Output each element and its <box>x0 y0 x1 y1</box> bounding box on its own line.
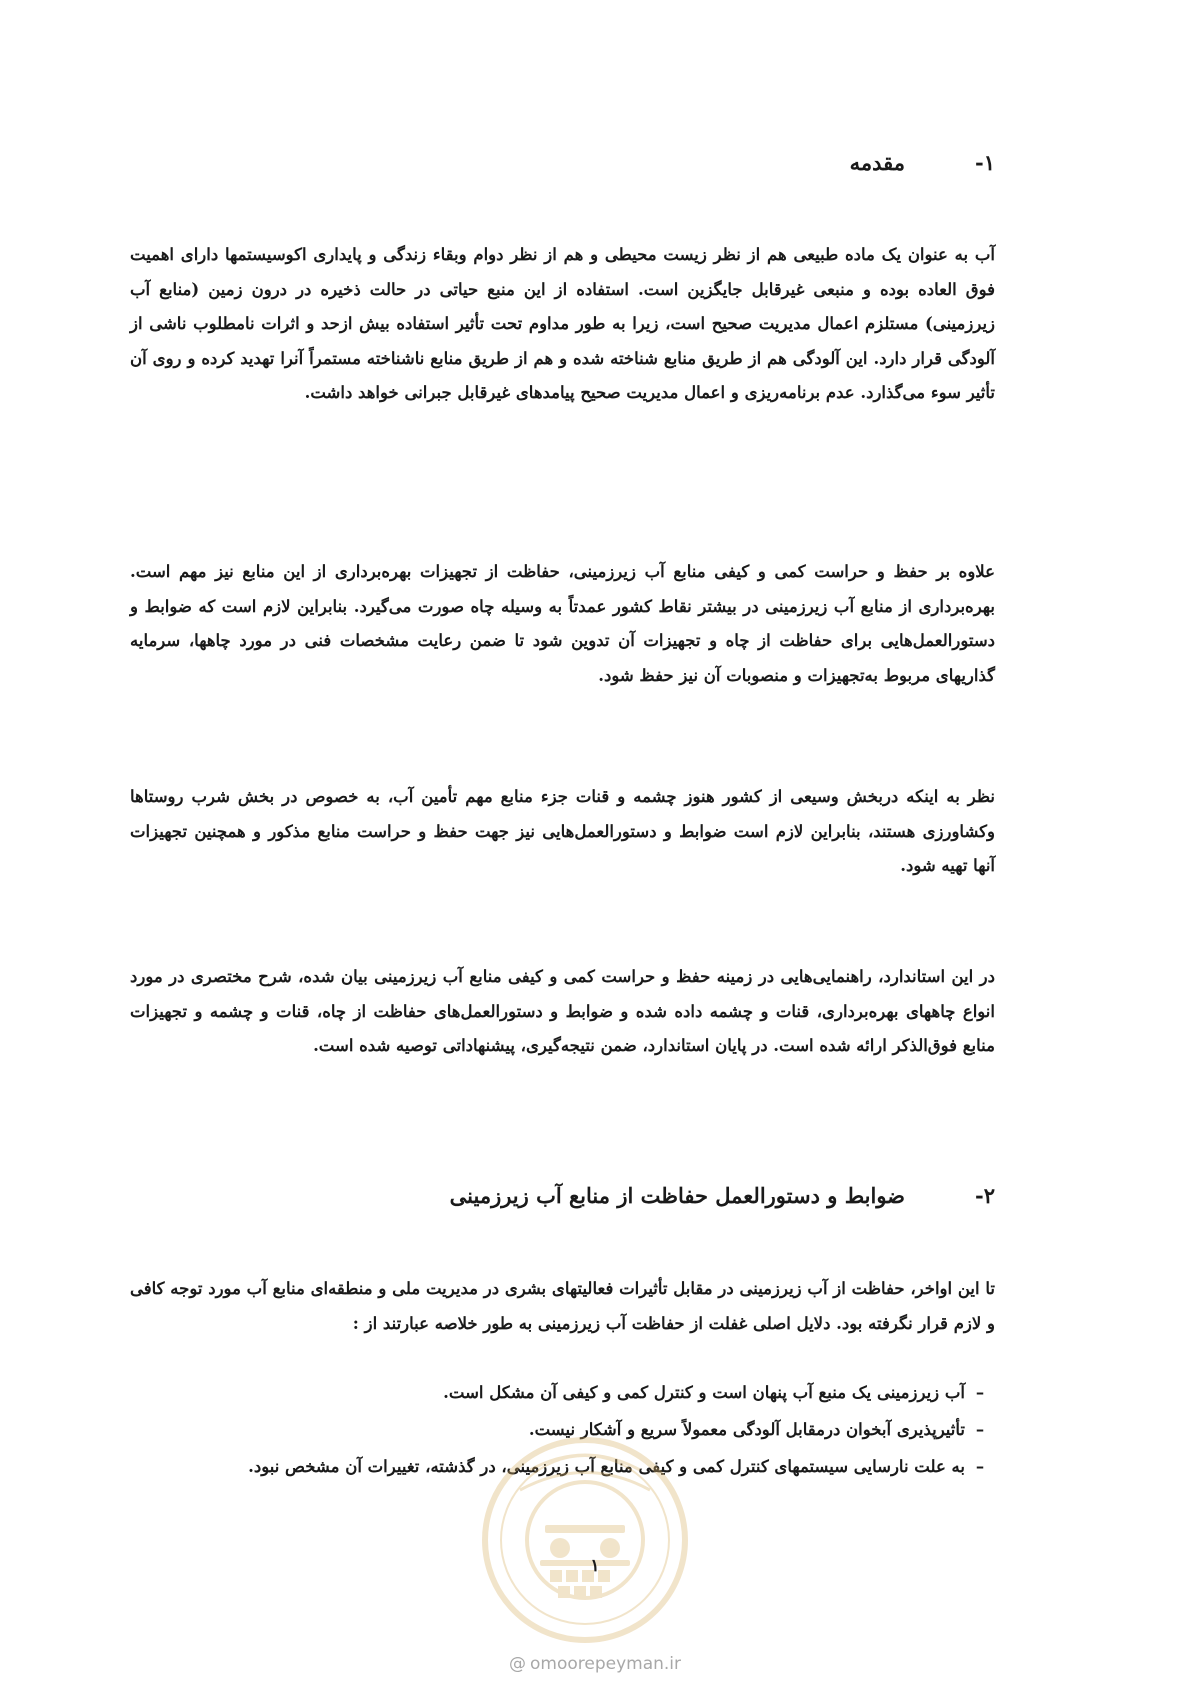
section-heading-2 <box>450 1183 995 1208</box>
list-item-text: تأثیرپذیری آبخوان درمقابل آلودگی معمولاً سریع و آشکار نیست. <box>528 1420 965 1439</box>
list-item-text: آب زیرزمینی یک منبع آب پنهان است و کنترل کمی و کیفی آن مشکل است. <box>443 1383 965 1402</box>
list-item <box>130 1411 995 1448</box>
list-item-text: به علت نارسایی سیستمهای کنترل کمی و کیفی منابع آب زیرزمینی، در گذشته، تغییرات آن مشخص نبود. <box>248 1457 965 1476</box>
list-item <box>130 1448 995 1485</box>
paragraph: نظر به اینکه دربخش وسیعی از کشور هنوز چشمه و قنات جزء منابع مهم تأمین آب، به خصوص در بخش شرب روستاها وکشاورزی هستند، بنابراین لازم است ضوابط و دستورالعمل‌هایی نیز جهت حفظ و حراست منابع مذکور و همچنین تجهیزات آنها تهیه شود. <box>130 787 995 875</box>
watermark-url <box>0 1654 1190 1674</box>
paragraph: علاوه بر حفظ و حراست کمی و کیفی منابع آب زیرزمینی، حفاظت از تجهیزات بهره‌برداری از این منابع نیز مهم است. بهره‌برداری از منابع آب زیرزمینی در بیشتر نقاط کشور عمدتاً به وسیله چاه صورت می‌گیرد. بنابراین لازم است که ضوابط و دستورالعمل‌هایی برای حفاظت از چاه و تجهیزات آن تدوین شود تا ضمن رعایت مشخصات فنی در مورد چاهها، سرمایه گذاریهای مربوط به‌تجهیزات و منصوبات آن نیز حفظ شود. <box>130 562 995 685</box>
paragraph: تا این اواخر، حفاظت از آب زیرزمینی در مقابل تأثیرات فعالیتهای بشری در مدیریت ملی و منطقه‌ای منابع آب مورد توجه کافی و لازم قرار نگرفته بود. دلایل اصلی غفلت از حفاظت آب زیرزمینی به طور خلاصه عبارتند از : <box>130 1279 995 1333</box>
section-number: ۱- <box>975 150 995 175</box>
bullet-marker: – <box>975 1457 985 1476</box>
page-number: ۱ <box>590 1556 600 1576</box>
reasons-list <box>130 1374 995 1485</box>
at-sign-icon: @ <box>508 1654 526 1674</box>
section-number: ۲- <box>975 1183 995 1208</box>
paragraph: آب به عنوان یک ماده طبیعی هم از نظر زیست محیطی و هم از نظر دوام وبقاء زندگی و پایداری اکوسیستمها دارای اهمیت فوق العاده بوده و منبعی غیرقابل جایگزین است. استفاده از این منبع حیاتی در حالت ذخیره در درون زمین (منابع آب زیرزمینی) مستلزم اعمال مدیریت صحیح است، زیرا به طور مداوم تحت تأثیر استفاده بیش ازحد و اثرات نامطلوب ناشی از آلودگی قرار دارد. این آلودگی هم از طریق منابع شناخته شده و هم از طریق منابع ناشناخته مستمراً آنرا تهدید کرده و روی آن تأثیر سوء می‌گذارد. عدم برنامه‌ریزی و اعمال مدیریت صحیح پیامدهای غیرقابل جبرانی خواهد داشت. <box>130 245 995 402</box>
bullet-marker: – <box>975 1383 985 1402</box>
section-heading-1 <box>850 150 995 175</box>
section-title: ضوابط و دستورالعمل حفاظت از منابع آب زیرزمینی <box>449 1183 905 1208</box>
bullet-marker: – <box>975 1420 985 1439</box>
section-title: مقدمه <box>849 150 905 175</box>
list-item <box>130 1374 995 1411</box>
paragraph: در این استاندارد، راهنمایی‌هایی در زمینه حفظ و حراست کمی و کیفی منابع آب زیرزمینی بیان شده، شرح مختصری در مورد انواع چاههای بهره‌برداری، قنات و چشمه داده شده و ضوابط و دستورالعمل‌های حفاظت از چاه، قنات و چشمه و تجهیزات منابع فوق‌الذکر ارائه شده است. در پایان استاندارد، ضمن نتیجه‌گیری، پیشنهاداتی توصیه شده است. <box>130 967 995 1055</box>
watermark-text: omoorepeyman.ir <box>529 1654 682 1674</box>
